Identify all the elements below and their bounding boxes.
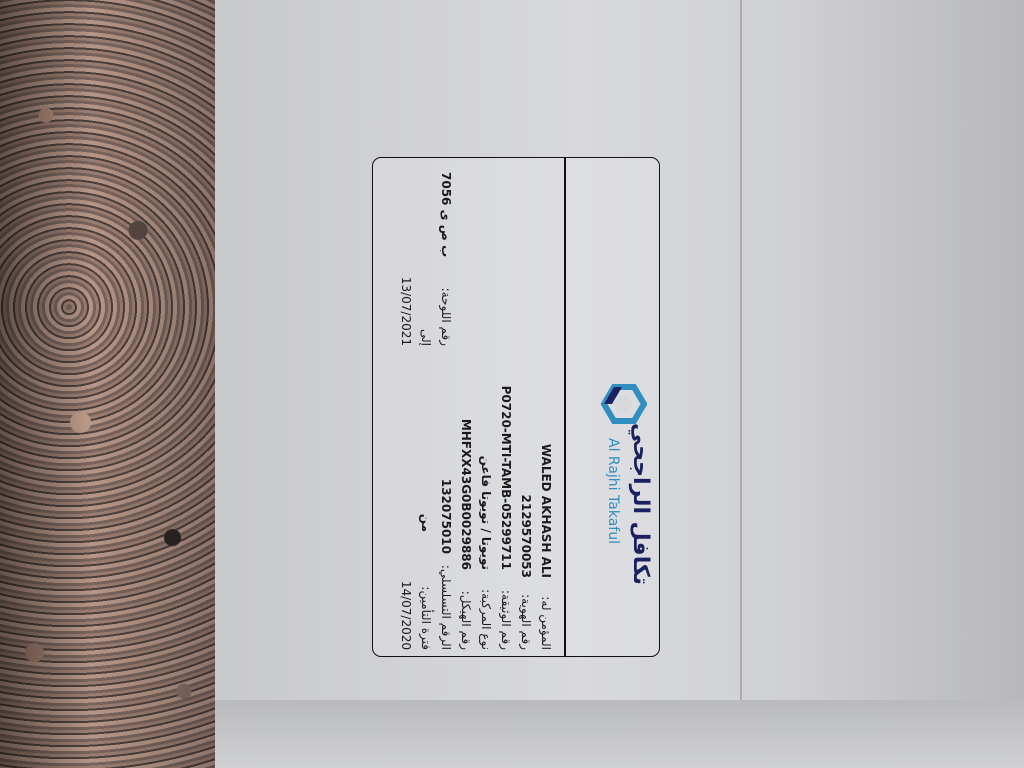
to-date: 13/07/2021 <box>399 276 413 346</box>
paper-bottom-fold <box>215 700 1024 768</box>
logo-divider <box>565 158 567 657</box>
al-rajhi-logo-icon <box>599 380 647 428</box>
card-fields <box>373 158 557 657</box>
id-value: 2129570053 <box>519 494 533 578</box>
id-label: رقم الهوية: <box>519 594 533 650</box>
card-content <box>373 158 660 657</box>
from-date: 14/07/2020 <box>399 580 413 650</box>
logo-area <box>566 158 660 657</box>
insured-label: المؤمن له: <box>539 596 553 650</box>
plate-value: ب ص ى 7056 <box>439 172 453 258</box>
granite-countertop <box>0 0 230 768</box>
serial-value: 132075010 <box>439 478 453 554</box>
paper-fold <box>740 0 742 768</box>
to-label: إلى <box>419 329 433 346</box>
logo-arabic-text: تكافل الراجحي <box>628 423 653 586</box>
chassis-label: رقم الهيكل: <box>459 590 473 650</box>
period-label: فترة التأمين: <box>419 586 433 650</box>
policy-value: P0720-MTI-TAMB-05299711 <box>499 385 513 570</box>
plate-label: رقم اللوحة: <box>439 287 453 346</box>
insured-value: WALED AKHASH ALI <box>539 443 553 578</box>
insurance-card <box>372 157 660 657</box>
from-label: من <box>419 513 433 532</box>
vehicle-type-value: تويوتا / تويوتا فاعن <box>479 455 493 570</box>
chassis-value: MHFXX43G0B0029886 <box>459 418 473 570</box>
logo-english-text: Al Rajhi Takaful <box>605 438 621 544</box>
serial-label: الرقم التسلسلي: <box>439 564 453 650</box>
vehicle-type-label: نوع المركبة: <box>479 589 493 650</box>
policy-label: رقم الوثيقة: <box>499 589 513 650</box>
